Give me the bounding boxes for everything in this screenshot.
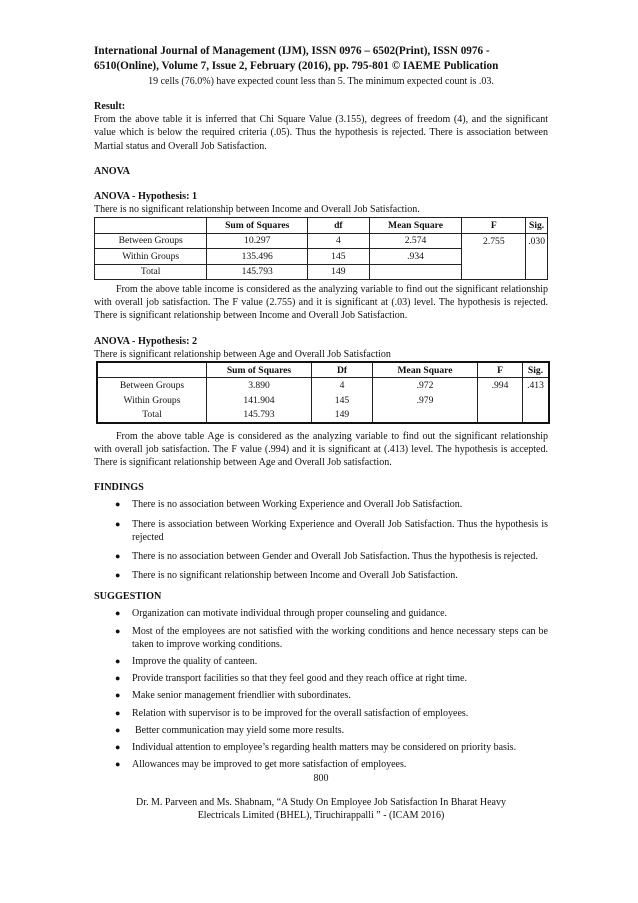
table-header-cell: Sum of Squares [207, 362, 312, 378]
bullet-icon: ● [115, 724, 121, 735]
table-cell [462, 264, 526, 280]
table-header-row [97, 362, 549, 378]
table-header-cell: df [308, 218, 369, 234]
list-item-text: Organization can motivate individual through proper counseling and guidance. [132, 608, 448, 620]
table-cell: 141.904 [207, 393, 312, 408]
list-item [115, 607, 548, 620]
table-cell: 149 [312, 407, 373, 423]
table-cell: 10.297 [207, 233, 308, 249]
table-cell: 4 [308, 233, 369, 249]
table-cell: 2.755 [462, 233, 526, 249]
table-header-cell: Sum of Squares [207, 218, 308, 234]
result-text: From the above table it is inferred that Chi Square Value (3.155), degrees of freedom (4), and the significant value which is below the required criteria (.05). Thus the hypothesis is rejected. There is association between Martial status and Overall Job Satisfaction. [94, 114, 548, 152]
footer-citation-line-1: Dr. M. Parveen and Ms. Shabnam, “A Study On Employee Job Satisfaction In Bharat Heavy [136, 797, 506, 809]
journal-header-line-2: 6510(Online), Volume 7, Issue 2, February (2016), pp. 795-801 © IAEME Publication [94, 60, 499, 72]
table-cell: Total [95, 264, 207, 280]
table-cell: 3.890 [207, 378, 312, 393]
list-item-text: Relation with supervisor is to be improved for the overall satisfaction of employees. [132, 707, 469, 719]
table-cell: 4 [312, 378, 373, 393]
table-cell: Within Groups [97, 393, 207, 408]
anova-table-income [94, 217, 548, 280]
list-item-text: Better communication may yield some more results. [135, 724, 345, 736]
table-header-cell: F [462, 218, 526, 234]
anova-heading: ANOVA [94, 165, 131, 177]
table-cell: 145 [308, 249, 369, 265]
bullet-icon: ● [115, 570, 121, 581]
table-cell: .413 [523, 378, 550, 393]
table-cell: 2.574 [369, 233, 462, 249]
table-cell: .030 [526, 233, 548, 249]
suggestion-list [94, 607, 548, 771]
table-header-row [95, 218, 548, 234]
hypothesis-1-discussion: From the above table income is considered as the analyzing variable to find out the significant relationship with overall job satisfaction. The F value (2.755) and it is significant at (.03) level. The hypothesis is rejected. There is significant relationship between Income and Overall Job Satisfaction. [94, 284, 548, 322]
table-cell: 145.793 [207, 407, 312, 423]
footer-citation-line-2: Electricals Limited (BHEL), Tiruchirappalli ” - (ICAM 2016) [197, 810, 445, 822]
page-number: 800 [313, 773, 329, 785]
table-cell [526, 249, 548, 265]
table-row [95, 249, 548, 265]
hypothesis-1-statement: There is no significant relationship between Income and Overall Job Satisfaction. [94, 203, 420, 215]
table-cell: 145.793 [207, 264, 308, 280]
chi-square-note: 19 cells (76.0%) have expected count less than 5. The minimum expected count is .03. [148, 76, 494, 87]
table-header-cell: Sig. [523, 362, 550, 378]
table-cell: 149 [308, 264, 369, 280]
list-item-text: There is association between Working Experience and Overall Job Satisfaction. Thus the hypothesis is rejected [132, 518, 548, 543]
table-cell [526, 264, 548, 280]
table-header-cell: Mean Square [369, 218, 462, 234]
hypothesis-2-heading: ANOVA - Hypothesis: 2 [94, 335, 198, 347]
bullet-icon: ● [115, 656, 121, 667]
bullet-icon: ● [115, 625, 121, 636]
bullet-icon: ● [115, 518, 121, 529]
table-cell [523, 407, 550, 423]
table-cell: Between Groups [97, 378, 207, 393]
bullet-icon: ● [115, 499, 121, 510]
hypothesis-1-heading: ANOVA - Hypothesis: 1 [94, 190, 198, 202]
bullet-icon: ● [115, 759, 121, 770]
table-cell: .934 [369, 249, 462, 265]
list-item [115, 707, 548, 720]
list-item-text: There is no association between Working Experience and Overall Job Satisfaction. [132, 499, 463, 511]
bullet-icon: ● [115, 742, 121, 753]
list-item [115, 672, 548, 685]
list-item [115, 655, 548, 668]
table-cell [523, 393, 550, 408]
list-item [115, 518, 548, 544]
list-item-text: Improve the quality of canteen. [132, 656, 258, 668]
list-item [115, 724, 548, 737]
bullet-icon: ● [115, 690, 121, 701]
list-item [115, 741, 548, 754]
table-header-cell: Df [312, 362, 373, 378]
table-cell: .972 [373, 378, 478, 393]
table-cell [478, 407, 523, 423]
list-item-text: Individual attention to employee’s regarding health matters may be considered on priority basis. [132, 742, 517, 754]
table-row [97, 378, 549, 393]
list-item-text: Make senior management friendlier with subordinates. [132, 690, 351, 702]
list-item [115, 550, 548, 563]
table-cell: 145 [312, 393, 373, 408]
table-cell: 135.496 [207, 249, 308, 265]
list-item [115, 689, 548, 702]
list-item-text: Allowances may be improved to get more satisfaction of employees. [132, 759, 407, 771]
table-cell: Total [97, 407, 207, 423]
table-cell [462, 249, 526, 265]
bullet-icon: ● [115, 551, 121, 562]
table-row [97, 393, 549, 408]
hypothesis-2-statement: There is significant relationship between Age and Overall Job Satisfaction [94, 348, 391, 360]
table-row [95, 233, 548, 249]
list-item [115, 625, 548, 651]
list-item-text: Most of the employees are not satisfied with the working conditions and hence necessary steps can be taken to improve working conditions. [132, 625, 548, 650]
list-item-text: There is no association between Gender and Overall Job Satisfaction. Thus the hypothesis is rejected. [132, 551, 538, 563]
table-cell: .994 [478, 378, 523, 393]
table-cell [478, 393, 523, 408]
list-item [115, 758, 548, 771]
hypothesis-2-discussion: From the above table Age is considered as the analyzing variable to find out the significant relationship with overall job satisfaction. The F value (.994) and it is significant at (.413) level. The hypothesis is accepted. There is significant relationship between Age and Overall Job satisfaction. [94, 430, 548, 469]
paper-page [94, 44, 548, 822]
table-row [95, 264, 548, 280]
list-item [115, 498, 548, 511]
journal-header-line-1: International Journal of Management (IJM), ISSN 0976 – 6502(Print), ISSN 0976 - [94, 45, 490, 57]
table-cell [369, 264, 462, 280]
table-header-cell: Mean Square [373, 362, 478, 378]
table-cell: Within Groups [95, 249, 207, 265]
table-cell [373, 407, 478, 423]
list-item-text: Provide transport facilities so that they feel good and they reach office at right time. [132, 673, 467, 685]
table-header-cell: Sig. [526, 218, 548, 234]
findings-heading: FINDINGS [94, 482, 144, 494]
table-header-cell [95, 218, 207, 234]
findings-list [94, 498, 548, 582]
result-heading: Result: [94, 101, 126, 113]
bullet-icon: ● [115, 673, 121, 684]
anova-table-age [96, 361, 550, 424]
table-header-cell [97, 362, 207, 378]
table-row [97, 407, 549, 423]
table-header-cell: F [478, 362, 523, 378]
suggestion-heading: SUGGESTION [94, 591, 162, 603]
list-item [115, 569, 548, 582]
table-cell: .979 [373, 393, 478, 408]
list-item-text: There is no significant relationship between Income and Overall Job Satisfaction. [132, 570, 458, 582]
bullet-icon: ● [115, 707, 121, 718]
bullet-icon: ● [115, 608, 121, 619]
table-cell: Between Groups [95, 233, 207, 249]
